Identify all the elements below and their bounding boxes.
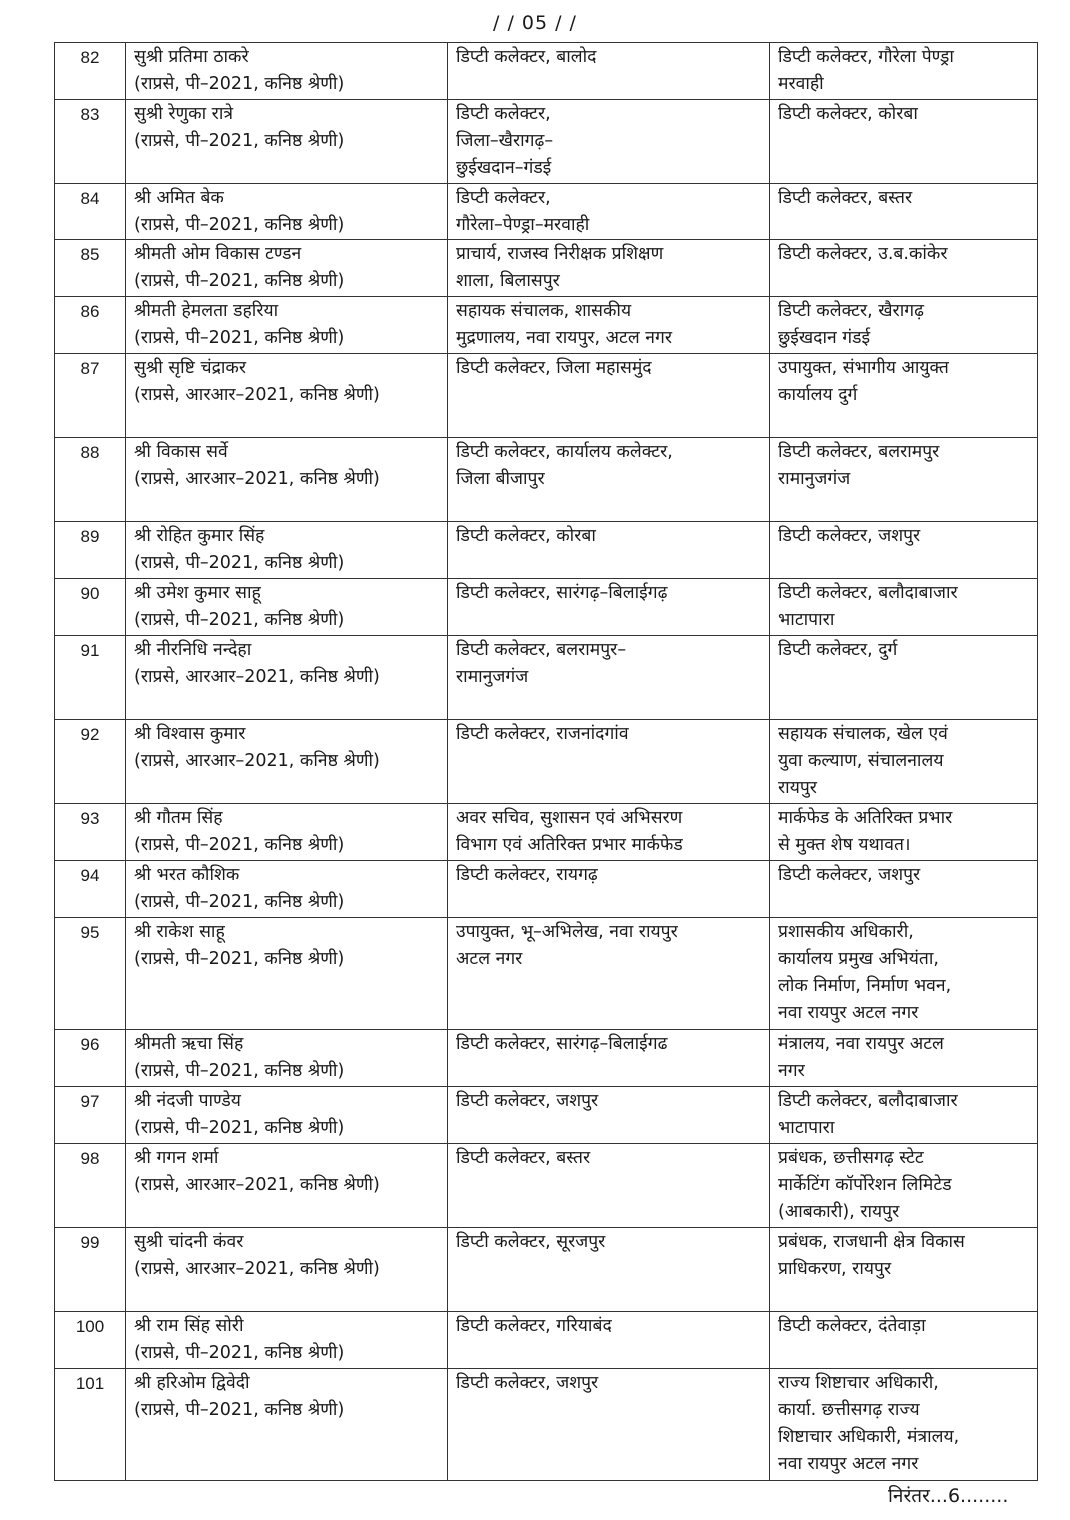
table-row (55, 1087, 1038, 1144)
officer-service: (राप्रसे, पी–2021, कनिष्ठ श्रेणी) (134, 215, 345, 235)
officer-cell (126, 1087, 448, 1144)
serial-number: 83 (55, 100, 126, 184)
officer-service: (राप्रसे, पी–2021, कनिष्ठ श्रेणी) (134, 949, 345, 969)
serial-number: 101 (55, 1369, 126, 1481)
officer-cell (126, 240, 448, 297)
officer-cell (126, 804, 448, 861)
current-posting: डिप्टी कलेक्टर, राजनांदगांव (448, 720, 770, 804)
officer-service: (राप्रसे, पी–2021, कनिष्ठ श्रेणी) (134, 835, 345, 855)
officer-service: (राप्रसे, आरआर–2021, कनिष्ठ श्रेणी) (134, 1175, 380, 1195)
officer-name: श्री राम सिंह सोरी (134, 1316, 244, 1336)
table-row (55, 354, 1038, 438)
serial-number: 92 (55, 720, 126, 804)
new-posting: डिप्टी कलेक्टर, खैरागढ़ छुईखदान गंडई (770, 297, 1038, 354)
officer-name: श्री नीरनिधि नन्देहा (134, 640, 252, 660)
officer-cell (126, 184, 448, 240)
officer-service: (राप्रसे, आरआर–2021, कनिष्ठ श्रेणी) (134, 1259, 380, 1279)
table-row (55, 720, 1038, 804)
serial-number: 100 (55, 1312, 126, 1369)
officer-service: (राप्रसे, पी–2021, कनिष्ठ श्रेणी) (134, 1061, 345, 1081)
officer-name: श्रीमती ओम विकास टण्डन (134, 244, 302, 264)
continued-note: निरंतर...6........ (888, 1485, 1009, 1507)
new-posting: प्रबंधक, छत्तीसगढ़ स्टेट मार्केटिंग कॉर्पोरेशन लिमिटेड (आबकारी), रायपुर (770, 1144, 1038, 1228)
current-posting: डिप्टी कलेक्टर, गरियाबंद (448, 1312, 770, 1369)
current-posting: डिप्टी कलेक्टर, जशपुर (448, 1087, 770, 1144)
new-posting: डिप्टी कलेक्टर, जशपुर (770, 861, 1038, 918)
new-posting: डिप्टी कलेक्टर, दुर्ग (770, 636, 1038, 720)
officer-name: श्री रोहित कुमार सिंह (134, 526, 265, 546)
table-row (55, 636, 1038, 720)
officer-cell (126, 636, 448, 720)
officer-cell (126, 1369, 448, 1481)
table-row (55, 43, 1038, 100)
current-posting: डिप्टी कलेक्टर, सारंगढ़–बिलाईगढ़ (448, 579, 770, 636)
current-posting: प्राचार्य, राजस्व निरीक्षक प्रशिक्षण शाला, बिलासपुर (448, 240, 770, 297)
current-posting: डिप्टी कलेक्टर, कार्यालय कलेक्टर, जिला बीजापुर (448, 438, 770, 522)
new-posting: डिप्टी कलेक्टर, बलौदाबाजार भाटापारा (770, 1087, 1038, 1144)
new-posting: डिप्टी कलेक्टर, जशपुर (770, 522, 1038, 579)
officer-service: (राप्रसे, पी–2021, कनिष्ठ श्रेणी) (134, 610, 345, 630)
serial-number: 91 (55, 636, 126, 720)
table-row (55, 1144, 1038, 1228)
officer-service: (राप्रसे, आरआर–2021, कनिष्ठ श्रेणी) (134, 385, 380, 405)
current-posting: डिप्टी कलेक्टर, जिला महासमुंद (448, 354, 770, 438)
table-row (55, 240, 1038, 297)
officer-cell (126, 354, 448, 438)
current-posting: डिप्टी कलेक्टर, गौरेला–पेण्ड्रा–मरवाही (448, 184, 770, 240)
officer-service: (राप्रसे, पी–2021, कनिष्ठ श्रेणी) (134, 271, 345, 291)
serial-number: 87 (55, 354, 126, 438)
table-row (55, 1369, 1038, 1481)
officer-cell (126, 100, 448, 184)
serial-number: 96 (55, 1030, 126, 1087)
serial-number: 84 (55, 184, 126, 240)
transfer-table (54, 42, 1038, 1481)
current-posting: डिप्टी कलेक्टर, सूरजपुर (448, 1228, 770, 1312)
officer-service: (राप्रसे, पी–2021, कनिष्ठ श्रेणी) (134, 553, 345, 573)
officer-service: (राप्रसे, पी–2021, कनिष्ठ श्रेणी) (134, 74, 345, 94)
officer-name: श्री विश्वास कुमार (134, 724, 246, 744)
officer-name: श्री विकास सर्वे (134, 442, 228, 462)
officer-service: (राप्रसे, पी–2021, कनिष्ठ श्रेणी) (134, 1118, 345, 1138)
officer-cell (126, 522, 448, 579)
officer-service: (राप्रसे, पी–2021, कनिष्ठ श्रेणी) (134, 1343, 345, 1363)
new-posting: डिप्टी कलेक्टर, बलौदाबाजार भाटापारा (770, 579, 1038, 636)
new-posting: डिप्टी कलेक्टर, दंतेवाड़ा (770, 1312, 1038, 1369)
officer-name: श्री गगन शर्मा (134, 1148, 219, 1168)
current-posting: डिप्टी कलेक्टर, सारंगढ़–बिलाईगढ (448, 1030, 770, 1087)
officer-cell (126, 297, 448, 354)
new-posting: डिप्टी कलेक्टर, बस्तर (770, 184, 1038, 240)
serial-number: 85 (55, 240, 126, 297)
table-row (55, 297, 1038, 354)
current-posting: डिप्टी कलेक्टर, जशपुर (448, 1369, 770, 1481)
officer-service: (राप्रसे, आरआर–2021, कनिष्ठ श्रेणी) (134, 751, 380, 771)
table-body (55, 43, 1038, 1481)
officer-cell (126, 579, 448, 636)
serial-number: 94 (55, 861, 126, 918)
table-row (55, 184, 1038, 240)
table-row (55, 804, 1038, 861)
table-row (55, 100, 1038, 184)
officer-name: श्रीमती हेमलता डहरिया (134, 301, 279, 321)
new-posting: उपायुक्त, संभागीय आयुक्त कार्यालय दुर्ग (770, 354, 1038, 438)
serial-number: 82 (55, 43, 126, 100)
officer-name: श्रीमती ऋचा सिंह (134, 1034, 244, 1054)
officer-cell (126, 1030, 448, 1087)
serial-number: 93 (55, 804, 126, 861)
officer-name: श्री भरत कौशिक (134, 865, 240, 885)
officer-name: सुश्री रेणुका रात्रे (134, 104, 234, 124)
officer-name: सुश्री सृष्टि चंद्राकर (134, 358, 246, 378)
new-posting: डिप्टी कलेक्टर, बलरामपुर रामानुजगंज (770, 438, 1038, 522)
table-row (55, 579, 1038, 636)
current-posting: डिप्टी कलेक्टर, बालोद (448, 43, 770, 100)
table-row (55, 1312, 1038, 1369)
officer-service: (राप्रसे, पी–2021, कनिष्ठ श्रेणी) (134, 892, 345, 912)
officer-service: (राप्रसे, पी–2021, कनिष्ठ श्रेणी) (134, 328, 345, 348)
current-posting: डिप्टी कलेक्टर, बस्तर (448, 1144, 770, 1228)
officer-name: श्री नंदजी पाण्डेय (134, 1091, 241, 1111)
table-row (55, 918, 1038, 1030)
current-posting: अवर सचिव, सुशासन एवं अभिसरण विभाग एवं अतिरिक्त प्रभार मार्कफेड (448, 804, 770, 861)
new-posting: राज्य शिष्टाचार अधिकारी, कार्या. छत्तीसगढ़ राज्य शिष्टाचार अधिकारी, मंत्रालय, नवा रायपुर अटल नगर (770, 1369, 1038, 1481)
table-row (55, 861, 1038, 918)
new-posting: मंत्रालय, नवा रायपुर अटल नगर (770, 1030, 1038, 1087)
officer-name: सुश्री प्रतिमा ठाकरे (134, 47, 249, 67)
current-posting: डिप्टी कलेक्टर, कोरबा (448, 522, 770, 579)
officer-cell (126, 1312, 448, 1369)
serial-number: 89 (55, 522, 126, 579)
officer-service: (राप्रसे, पी–2021, कनिष्ठ श्रेणी) (134, 1400, 345, 1420)
new-posting: मार्कफेड के अतिरिक्त प्रभार से मुक्त शेष यथावत। (770, 804, 1038, 861)
officer-name: श्री राकेश साहू (134, 922, 225, 942)
new-posting: डिप्टी कलेक्टर, कोरबा (770, 100, 1038, 184)
officer-cell (126, 918, 448, 1030)
officer-name: सुश्री चांदनी कंवर (134, 1232, 244, 1252)
new-posting: प्रबंधक, राजधानी क्षेत्र विकास प्राधिकरण, रायपुर (770, 1228, 1038, 1312)
page-number: / / 05 / / (493, 12, 577, 34)
table-row (55, 1228, 1038, 1312)
officer-name: श्री उमेश कुमार साहू (134, 583, 261, 603)
table-row (55, 438, 1038, 522)
serial-number: 90 (55, 579, 126, 636)
current-posting: डिप्टी कलेक्टर, रायगढ़ (448, 861, 770, 918)
officer-cell (126, 43, 448, 100)
current-posting: डिप्टी कलेक्टर, जिला–खैरागढ़– छुईखदान–गंडई (448, 100, 770, 184)
officer-service: (राप्रसे, पी–2021, कनिष्ठ श्रेणी) (134, 131, 345, 151)
officer-service: (राप्रसे, आरआर–2021, कनिष्ठ श्रेणी) (134, 667, 380, 687)
serial-number: 86 (55, 297, 126, 354)
officer-name: श्री हरिओम द्विवेदी (134, 1373, 250, 1393)
officer-cell (126, 438, 448, 522)
officer-name: श्री अमित बेक (134, 188, 224, 208)
officer-cell (126, 1144, 448, 1228)
officer-service: (राप्रसे, आरआर–2021, कनिष्ठ श्रेणी) (134, 469, 380, 489)
table-row (55, 1030, 1038, 1087)
current-posting: डिप्टी कलेक्टर, बलरामपुर– रामानुजगंज (448, 636, 770, 720)
new-posting: प्रशासकीय अधिकारी, कार्यालय प्रमुख अभियंता, लोक निर्माण, निर्माण भवन, नवा रायपुर अटल नगर (770, 918, 1038, 1030)
officer-cell (126, 861, 448, 918)
table-row (55, 522, 1038, 579)
serial-number: 97 (55, 1087, 126, 1144)
current-posting: उपायुक्त, भू–अभिलेख, नवा रायपुर अटल नगर (448, 918, 770, 1030)
new-posting: डिप्टी कलेक्टर, गौरेला पेण्ड्रा मरवाही (770, 43, 1038, 100)
serial-number: 99 (55, 1228, 126, 1312)
officer-cell (126, 720, 448, 804)
officer-name: श्री गौतम सिंह (134, 808, 223, 828)
current-posting: सहायक संचालक, शासकीय मुद्रणालय, नवा रायपुर, अटल नगर (448, 297, 770, 354)
serial-number: 98 (55, 1144, 126, 1228)
new-posting: डिप्टी कलेक्टर, उ.ब.कांकेर (770, 240, 1038, 297)
serial-number: 95 (55, 918, 126, 1030)
officer-cell (126, 1228, 448, 1312)
serial-number: 88 (55, 438, 126, 522)
new-posting: सहायक संचालक, खेल एवं युवा कल्याण, संचालनालय रायपुर (770, 720, 1038, 804)
